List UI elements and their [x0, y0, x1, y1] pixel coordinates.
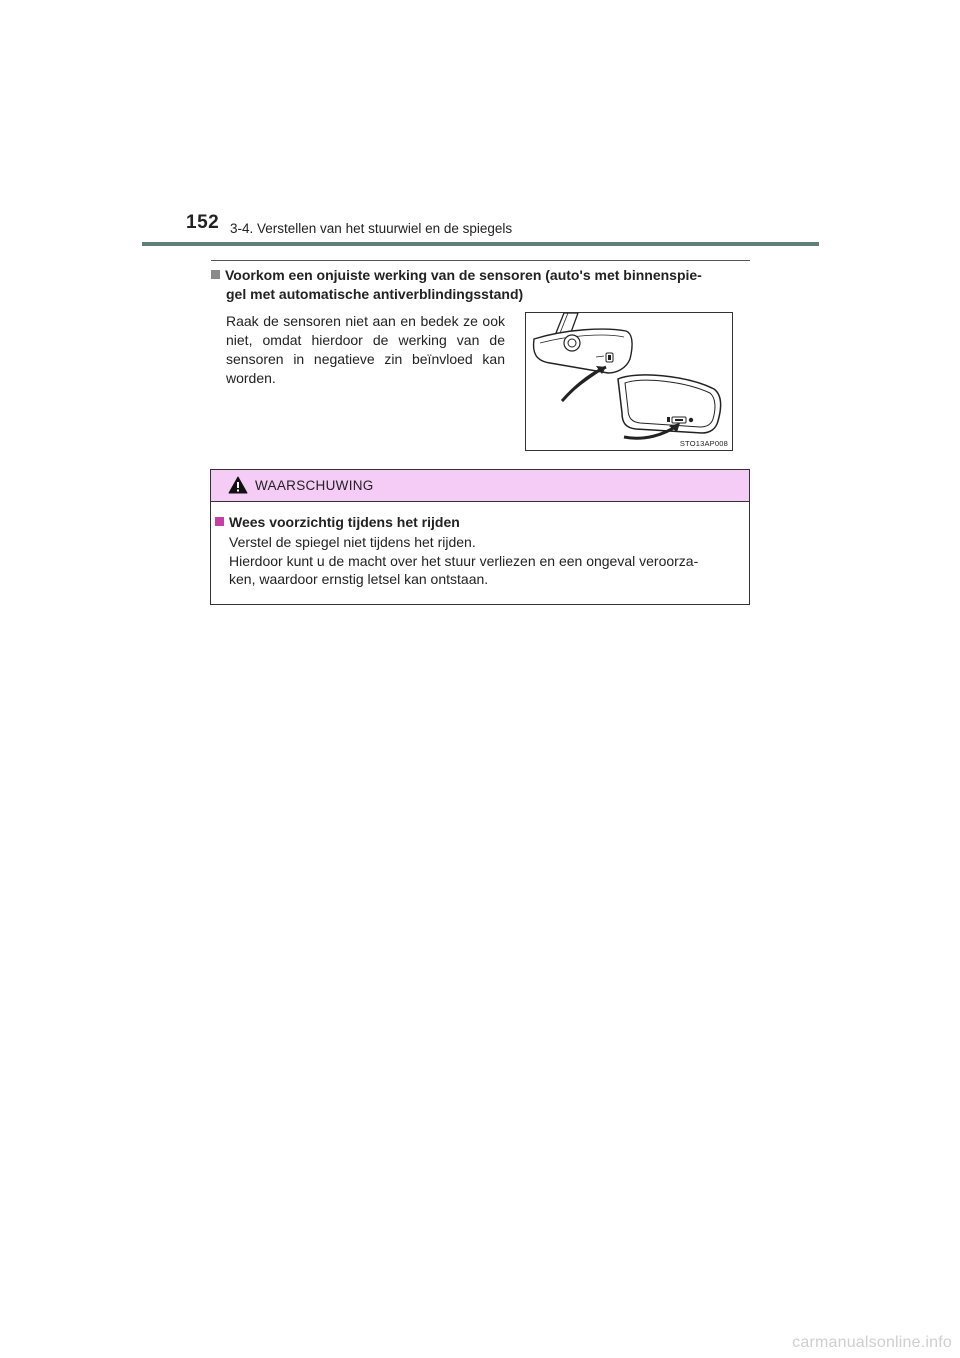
section-heading-line1: Voorkom een onjuiste werking van de sensoren (auto's met binnenspie- — [225, 267, 702, 283]
section-rule — [211, 260, 750, 261]
warning-line-1: Verstel de spiegel niet tijdens het rijden. — [229, 534, 476, 550]
square-bullet-icon — [211, 270, 220, 279]
page-number: 152 — [186, 212, 220, 233]
header-rule — [142, 242, 819, 246]
section-heading-line2: gel met automatische antiverblindingsstand) — [226, 286, 524, 302]
warning-line-2: Hierdoor kunt u de macht over het stuur verliezen en een ongeval veroorza- — [229, 552, 699, 569]
square-bullet-icon — [215, 517, 224, 526]
mirror-sensor-figure — [525, 312, 733, 451]
warning-subheading — [215, 514, 460, 530]
warning-body — [229, 533, 741, 589]
warning-title: WAARSCHUWING — [255, 478, 374, 493]
warning-triangle-icon — [228, 476, 248, 494]
mirror-illustration — [526, 313, 732, 450]
figure-code: STO13AP008 — [679, 439, 728, 448]
section-body: Raak de sensoren niet aan en bedek ze ook niet, omdat hierdoor de werking van de sensoren in negatieve zin beïnvloed kan worden. — [226, 313, 505, 386]
warning-line-3: ken, waardoor ernstig letsel kan ontstaan. — [229, 571, 489, 587]
warning-box — [210, 469, 750, 605]
section-title: 3-4. Verstellen van het stuurwiel en de spiegels — [230, 221, 513, 236]
section-heading — [211, 266, 751, 304]
warning-subheading-text: Wees voorzichtig tijdens het rijden — [229, 514, 460, 530]
warning-header — [211, 470, 749, 502]
watermark: carmanualsonline.info — [792, 1334, 952, 1351]
